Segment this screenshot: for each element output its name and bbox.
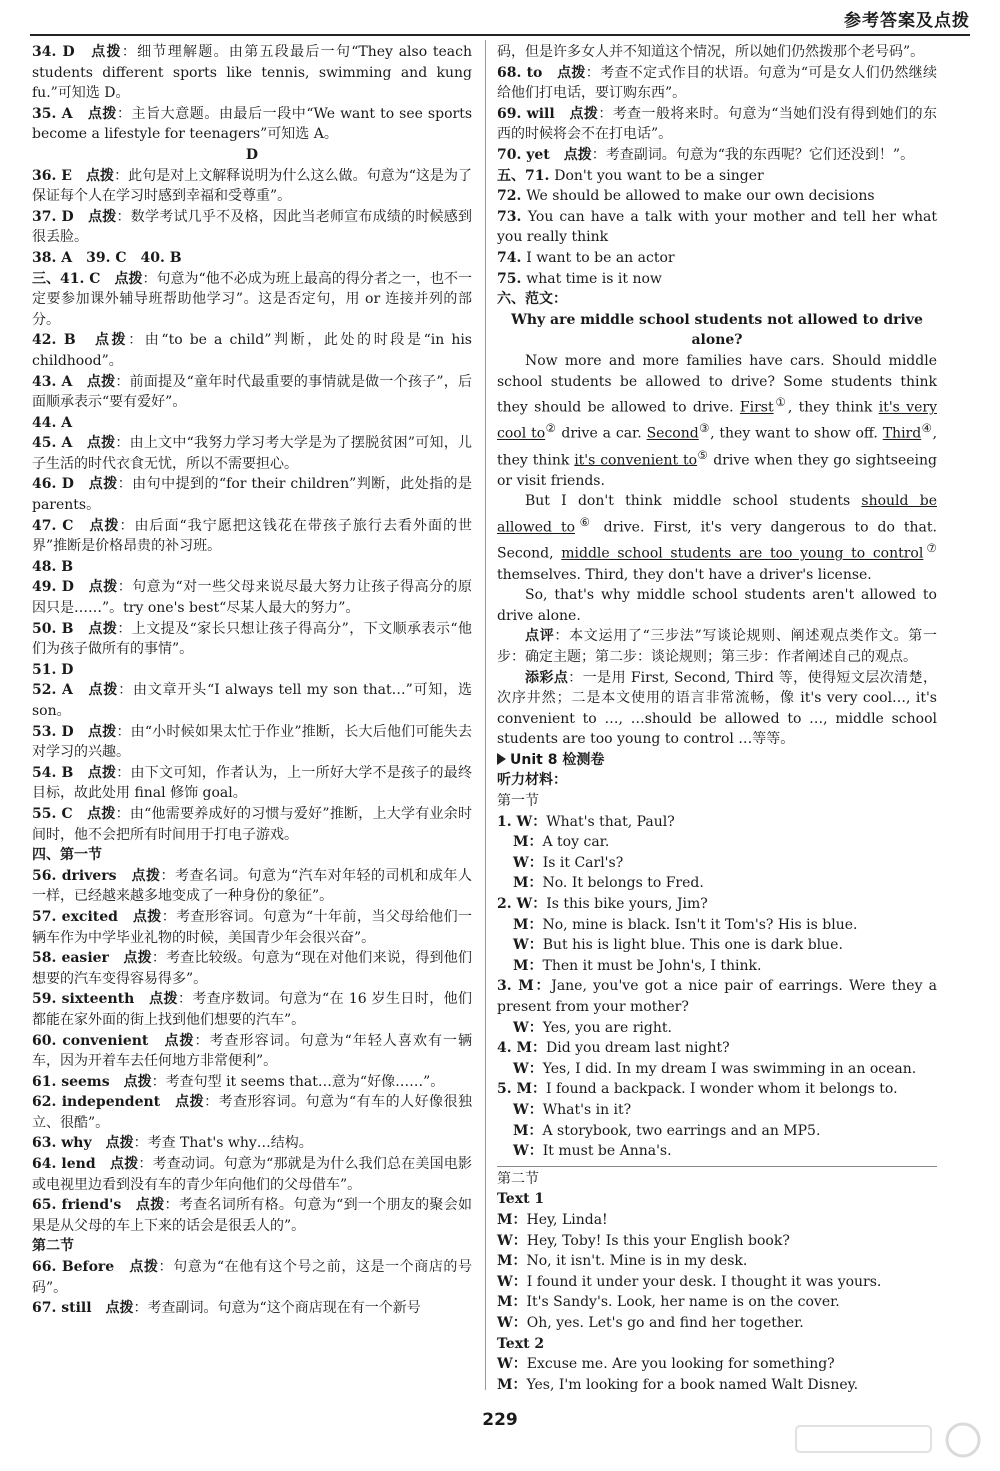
dialog-line (497, 894, 937, 915)
speaker: M： (516, 1040, 546, 1057)
essay-comment: 点评：本文运用了“三步法”写谈论规则、阐述观点类作文。第一步：确定主题；第二步：谈论规则；第三步：作者阐述自己的观点。 (497, 628, 937, 665)
speaker: M： (513, 834, 543, 851)
sentence-answer (497, 186, 937, 207)
answer-number: 75. (497, 270, 527, 287)
answer-number: 54. B (32, 764, 88, 781)
utterance: Yes, I did. In my dream I was swimming in an ocean. (542, 1060, 917, 1077)
answer-number: 72. (497, 188, 527, 205)
answer-number: 58. easier (32, 950, 124, 967)
utterance: No. It belongs to Fred. (542, 875, 704, 892)
speaker: M： (513, 875, 543, 892)
hint-keyword: 点拨 (149, 991, 178, 1008)
utterance: It's Sandy's. Look, her name is on the cover. (526, 1294, 840, 1311)
utterance: Oh, yes. Let's go and find her together. (526, 1314, 804, 1331)
speaker: M： (497, 1211, 527, 1228)
answer-number: 68. to (497, 64, 558, 81)
answer-item (497, 63, 937, 104)
hint-keyword: 点拨 (88, 723, 117, 740)
speaker: M： (516, 1081, 546, 1098)
speaker: M： (497, 1294, 527, 1311)
answer-number: 66. Before (32, 1259, 130, 1276)
answer-number: 67. still (32, 1300, 106, 1317)
answer-item (32, 619, 472, 660)
answer-number: 69. will (497, 105, 570, 122)
answer-explanation: ：考查形容词。句意为“年轻人喜欢有一辆车，因为开着车去任何地方非常便利”。 (32, 1032, 473, 1070)
text-list (497, 1189, 937, 1395)
dialog-line (497, 1141, 937, 1162)
answer-number: 37. D (32, 208, 89, 225)
answer-line: 51. D (32, 661, 74, 678)
answer-number: 52. A (32, 682, 89, 699)
answer-number: 43. A (32, 373, 87, 390)
dialog-number: 3. (497, 978, 519, 995)
answer-item (32, 1072, 472, 1093)
essay-paragraph-3: So, that's why middle school students aren't allowed to drive alone. (497, 587, 937, 624)
hint-keyword: 点拨 (86, 435, 116, 452)
speaker: W： (497, 1356, 527, 1373)
answer-item (32, 577, 472, 618)
answer-item (32, 763, 472, 804)
essay-label: 六、范文： (497, 291, 567, 308)
answer-number: 59. sixteenth (32, 991, 150, 1008)
sentence-answer (497, 166, 937, 187)
answer-item (32, 516, 472, 557)
answer-item (32, 1257, 472, 1298)
page-header (30, 0, 970, 36)
dialog-line (497, 935, 937, 956)
section-1-label: 第一节 (497, 793, 539, 810)
answer-explanation: ：细节理解题。由第五段最后一句“They also teach students different sports like tennis, swimming and kung fu.”可知选 D。 (32, 44, 473, 102)
speaker: W： (513, 1019, 543, 1036)
answer-explanation: ：考查 That's why…结构。 (133, 1135, 313, 1152)
answer-explanation: ：由下文可知，作者认为，上一所好大学不是孩子的最终目标，故此处用 final 修饰 goal。 (32, 764, 472, 802)
hint-keyword: 点拨 (135, 1197, 165, 1214)
dialog-line (497, 1079, 937, 1100)
utterance: Hey, Linda! (526, 1211, 608, 1228)
hint-keyword: 点拨 (87, 805, 116, 822)
passage-heading: D (245, 146, 259, 163)
answer-number: 56. drivers (32, 867, 132, 884)
answer-sentence: I want to be an actor (526, 249, 675, 266)
hint-keyword: 点拨 (175, 1094, 205, 1111)
answer-explanation: ：考查副词。句意为“这个商店现在有一个新号 (133, 1300, 421, 1317)
utterance: Is this bike yours, Jim? (546, 896, 708, 913)
answer-explanation: ：句意为“对一些父母来说尽最大努力让孩子得高分的原因只是……”。try one's best“尽某人最大的努力”。 (32, 579, 473, 617)
hint-keyword: 点拨 (105, 1135, 134, 1152)
utterance: I found a backpack. I wonder whom it belongs to. (546, 1081, 898, 1098)
speaker: W： (497, 1314, 527, 1331)
answer-item (32, 104, 472, 145)
dialog-number: 1. (497, 813, 517, 830)
answer-number: 70. yet (497, 146, 564, 163)
speaker: M： (497, 1376, 527, 1393)
right-column (497, 42, 937, 1395)
answer-number: 53. D (32, 723, 89, 740)
answer-number: 65. friend's (32, 1197, 136, 1214)
answer-item (32, 207, 472, 248)
utterance: What's that, Paul? (546, 813, 675, 830)
answer-number: 74. (497, 249, 527, 266)
answer-item (32, 866, 472, 907)
hint-keyword: 点拨 (94, 332, 129, 349)
utterance: Yes, you are right. (542, 1019, 672, 1036)
utterance: It must be Anna's. (542, 1143, 672, 1160)
dialog-line (497, 812, 937, 833)
dialog-line (497, 832, 937, 853)
answer-item (32, 680, 472, 721)
answer-explanation: ：主旨大意题。由最后一段中“We want to see sports become a lifestyle for teenagers”可知选 A。 (32, 105, 472, 143)
answer-explanation: ：考查形容词。句意为“十年前，当父母给他们一辆车作为中学毕业礼物的时候，美国青少年会很兴奋”。 (32, 908, 473, 946)
answer-number: 73. (497, 208, 528, 225)
dialog-line (497, 1251, 937, 1272)
answer-sentence: We should be allowed to make our own decisions (526, 188, 875, 205)
dialog-line (497, 1231, 937, 1252)
answer-explanation: ：上文提及“家长只想让孩子得高分”，下文顺承表示“他们为孩子做所有的事情”。 (32, 620, 472, 658)
answer-item (497, 145, 937, 166)
answer-number: 45. A (32, 435, 87, 452)
answer-item (32, 1133, 472, 1154)
answer-line: 44. A (32, 414, 73, 431)
answer-explanation: ：句意为“他不必成为班上最高的得分者之一，也不一定要参加课外辅导班帮助他学习”。这是否定句，用 or 连接并列的部分。 (32, 270, 472, 328)
speaker: M： (513, 957, 543, 974)
answer-item (32, 907, 472, 948)
hint-keyword: 点拨 (132, 908, 162, 925)
section-2-label: 第二节 (497, 1170, 539, 1187)
answer-item (32, 166, 472, 207)
unit-title: Unit 8 检测卷 (497, 750, 937, 771)
dialog-list (497, 812, 937, 1162)
answer-number: 46. D (32, 476, 89, 493)
answer-explanation: ：考查序数词。句意为“在 16 岁生日时，他们都能在家外面的街上找到他们想要的汽车”。 (32, 991, 473, 1028)
utterance: A toy car. (542, 834, 610, 851)
answer-number: 63. why (32, 1135, 106, 1152)
dialog-line (497, 976, 937, 1017)
answer-sentence: Don't you want to be a singer (554, 167, 764, 184)
answer-item (32, 1298, 472, 1319)
answer-item (32, 42, 472, 104)
listening-label: 听力材料： (497, 772, 567, 789)
dialog-line (497, 1210, 937, 1231)
dialog-line (497, 1018, 937, 1039)
answer-explanation: ：此句是对上文解释说明为什么这么做。句意为“这是为了保证每个人在学习时感到幸福和受尊重”。 (32, 167, 472, 205)
essay-paragraph-1: Now more and more families have cars. Should middle school students be allowed to drive? Some students think they should be allowed to drive. First①, they think it's very cool to② drive a car. Second③, they want to show off. Third④, they think it's convenient to⑤ drive when they go sightseeing or visit friends. (497, 352, 938, 489)
answer-number: 36. E (32, 167, 86, 184)
answer-explanation: ：由文章开头“I always tell my son that…”可知，选 son。 (32, 682, 473, 719)
hint-keyword: 点拨 (105, 1300, 134, 1317)
answer-explanation: ：由后面“我宁愿把这钱花在带孩子旅行去看外面的世界”推断是价格昂贵的补习班。 (32, 517, 473, 555)
answer-explanation: ：由句中提到的“for their children”判断，此处指的是 parents。 (32, 476, 473, 514)
speaker: W： (516, 813, 547, 830)
answer-item (32, 989, 472, 1030)
answer-number: 五、71. (497, 167, 555, 184)
answer-number: 47. C (32, 517, 90, 534)
answer-item (32, 948, 472, 989)
answer-sentence: what time is it now (526, 270, 662, 287)
utterance: Yes, I'm looking for a book named Walt Disney. (526, 1376, 859, 1393)
answer-number: 57. excited (32, 908, 133, 925)
dialog-line (497, 1292, 937, 1313)
dialog-line (497, 1313, 937, 1334)
answer-explanation: ：考查不定式作目的状语。句意为“可是女人们仍然继续给他们打电话，要订购东西”。 (497, 64, 938, 102)
answer-number: 49. D (32, 579, 89, 596)
sentence-answers (497, 166, 937, 290)
answer-number: 34. D (32, 44, 92, 60)
utterance: No, it isn't. Mine is in my desk. (526, 1253, 748, 1270)
answer-number: 60. convenient (32, 1032, 165, 1049)
answer-list-right (497, 63, 937, 166)
continued-text: 码，但是许多女人并不知道这个情况，所以她们仍然拨那个老号码”。 (497, 44, 925, 60)
hint-keyword: 点拨 (557, 64, 586, 81)
answer-explanation: ：由“他需要养成好的习惯与爱好”推断，上大学有业余时间时，他不会把所有时间用于打电子游戏。 (32, 805, 473, 843)
hint-keyword: 点拨 (86, 373, 116, 390)
answer-item (32, 269, 472, 331)
sentence-answer (497, 248, 937, 269)
section-rule (497, 1166, 937, 1167)
answer-number: 三、41. C (32, 270, 115, 287)
dialog-line (497, 873, 937, 894)
hint-keyword: 点拨 (89, 517, 120, 534)
dialog-line (497, 1059, 937, 1080)
utterance: Did you dream last night? (546, 1040, 730, 1057)
answer-item (32, 804, 472, 845)
speaker: W： (497, 1273, 527, 1290)
answer-explanation: ：考查副词。句意为“我的东西呢？它们还没到！”。 (591, 146, 915, 163)
answer-item (32, 1154, 472, 1195)
answer-item (497, 104, 937, 145)
model-essay (497, 289, 937, 750)
utterance: A storybook, two earrings and an MP5. (542, 1122, 821, 1139)
hint-keyword: 点拨 (88, 620, 118, 637)
unit-test (497, 750, 937, 1395)
answer-sentence: You can have a talk with your mother and tell her what you really think (497, 208, 937, 246)
answer-item (32, 1092, 472, 1133)
watermark-stamp-icon (788, 1420, 988, 1468)
dialog-number: 5. (497, 1081, 517, 1098)
utterance: Excuse me. Are you looking for something? (526, 1356, 835, 1373)
answer-item (32, 1195, 472, 1236)
dialog-number: 4. (497, 1040, 517, 1057)
answer-explanation: ：考查名词。句意为“汽车对年轻的司机和成年人一样，已经越来越多地变成了一种身份的象征”。 (32, 867, 473, 905)
hint-keyword: 点拨 (87, 764, 117, 781)
utterance: What's in it? (542, 1101, 632, 1118)
answer-number: 64. lend (32, 1156, 111, 1173)
hint-keyword: 点拨 (123, 950, 152, 967)
utterance: Jane, you've got a nice pair of earrings. Were they a present from your mother? (497, 978, 938, 1015)
answer-explanation: ：数学考试几乎不及格，因此当老师宣布成绩的时候感到很丢脸。 (32, 208, 473, 246)
dialog-line (497, 915, 937, 936)
sentence-answer (497, 207, 937, 248)
speaker: W： (513, 1101, 543, 1118)
answer-number: 62. independent (32, 1094, 176, 1111)
answer-line: 48. B (32, 558, 74, 575)
utterance: I found it under your desk. I thought it was yours. (526, 1273, 882, 1290)
dialog-line (497, 1121, 937, 1142)
essay-paragraph-2: But I don't think middle school students should be allowed to⑥ drive. First, it's very dangerous to do that. Second, middle school students are too young to control⑦ themselves. Third, they don't have a driver's license. (497, 493, 938, 583)
speaker: M： (497, 1253, 527, 1270)
hint-keyword: 点拨 (88, 579, 118, 596)
speaker: W： (513, 1143, 543, 1160)
answer-item (32, 474, 472, 515)
hint-keyword: 点拨 (88, 476, 118, 493)
answer-number: 35. A (32, 105, 88, 122)
dialog-line (497, 1354, 937, 1375)
utterance: No, mine is black. Isn't it Tom's? His is blue. (542, 916, 858, 933)
speaker: W： (516, 896, 547, 913)
triangle-bullet-icon (497, 753, 506, 765)
page-number: 229 (482, 1410, 518, 1430)
speaker: M： (518, 978, 552, 995)
essay-title: Why are middle school students not allowed to drive alone? (511, 311, 923, 349)
speaker: W： (513, 937, 543, 954)
speaker: W： (497, 1232, 527, 1249)
hint-keyword: 点拨 (131, 867, 161, 884)
dialog-line (497, 1272, 937, 1293)
dialog-line (497, 1038, 937, 1059)
header-title: 参考答案及点拨 (844, 11, 970, 31)
answer-explanation: ：句意为“在他有这个号之前，这是一个商店的号码”。 (32, 1259, 472, 1296)
dialog-line (497, 1100, 937, 1121)
hint-keyword: 点拨 (88, 208, 117, 225)
hint-keyword: 点拨 (110, 1156, 139, 1173)
hint-keyword: 点拨 (123, 1073, 152, 1090)
answer-explanation: ：前面提及“童年时代最重要的事情就是做一个孩子”，后面顺承表示“要有爱好”。 (32, 373, 473, 411)
speaker: W： (513, 1060, 543, 1077)
answer-item (32, 372, 472, 413)
dialog-number: 2. (497, 896, 517, 913)
answer-number: 42. B (32, 332, 95, 349)
hint-keyword: 点拨 (114, 270, 143, 287)
utterance: Is it Carl's? (542, 854, 624, 871)
text-title: Text 1 (497, 1191, 545, 1208)
sentence-answer (497, 269, 937, 290)
column-divider (485, 40, 486, 1390)
speaker: M： (513, 1122, 543, 1139)
answer-item (32, 722, 472, 763)
essay-highlights: 添彩点：一是用 First, Second, Third 等，使得短文层次清楚，次序井然；二是本文使用的语言非常流畅，像 it's very cool…, it's convenient to …, …should be allowed to …, middle school students are too young to control …等等。 (497, 669, 938, 748)
left-column (32, 42, 472, 1319)
answer-explanation: ：由“to be a child”判断，此处的时段是“in his childhood”。 (32, 332, 472, 369)
answer-item (32, 1031, 472, 1072)
hint-keyword: 点拨 (563, 146, 592, 163)
speaker: M： (513, 916, 543, 933)
answer-explanation: ：由“小时候如果太忙于作业”推断，长大后他们可能失去对学习的兴趣。 (32, 723, 472, 761)
answer-item (32, 433, 472, 474)
answer-explanation: ：考查比较级。句意为“现在对他们来说，得到他们想要的汽车变得容易得多”。 (32, 950, 473, 987)
hint-keyword: 点拨 (87, 105, 117, 122)
dialog-line (497, 956, 937, 977)
dialog-line (497, 853, 937, 874)
utterance: Hey, Toby! Is this your English book? (526, 1232, 790, 1249)
text-title: Text 2 (497, 1335, 545, 1352)
hint-keyword: 点拨 (129, 1259, 159, 1276)
utterance: Then it must be John's, I think. (542, 957, 762, 974)
answer-number: 61. seems (32, 1073, 124, 1090)
dialog-line (497, 1375, 937, 1396)
answer-explanation: ：考查动词。句意为“那就是为什么我们总在美国电影或电视里边看到没有车的青少年向他们的父母借车”。 (32, 1156, 473, 1193)
hint-keyword: 点拨 (164, 1032, 195, 1049)
answer-explanation: ：考查句型 it seems that…意为“好像……”。 (151, 1073, 445, 1090)
utterance: But his is light blue. This one is dark blue. (542, 937, 843, 954)
hint-keyword: 点拨 (569, 105, 599, 122)
answer-explanation: ：考查形容词。句意为“有车的人好像很独立、很酷”。 (32, 1094, 473, 1131)
hint-keyword: 点拨 (88, 682, 119, 699)
answer-explanation: ：由上文中“我努力学习考大学是为了摆脱贫困”可知，儿子生活的时代衣食无忧，所以不需要担心。 (32, 435, 473, 472)
answer-line: 第二节 (32, 1238, 74, 1255)
hint-keyword: 点拨 (91, 44, 122, 60)
answer-line: 38. A 39. C 40. B (32, 249, 182, 266)
answer-number: 55. C (32, 805, 88, 822)
answer-line: 四、第一节 (32, 847, 102, 864)
answer-explanation: ：考查一般将来时。句意为“当她们没有得到她们的东西的时候将会不在打电话”。 (497, 105, 937, 143)
speaker: W： (513, 854, 543, 871)
answer-explanation: ：考查名词所有格。句意为“到一个朋友的聚会如果是从父母的车上下来的话会是很丢人的”。 (32, 1197, 473, 1234)
answer-number: 50. B (32, 620, 89, 637)
hint-keyword: 点拨 (86, 167, 115, 184)
answer-item (32, 330, 472, 371)
watermark-logo (788, 1420, 988, 1468)
